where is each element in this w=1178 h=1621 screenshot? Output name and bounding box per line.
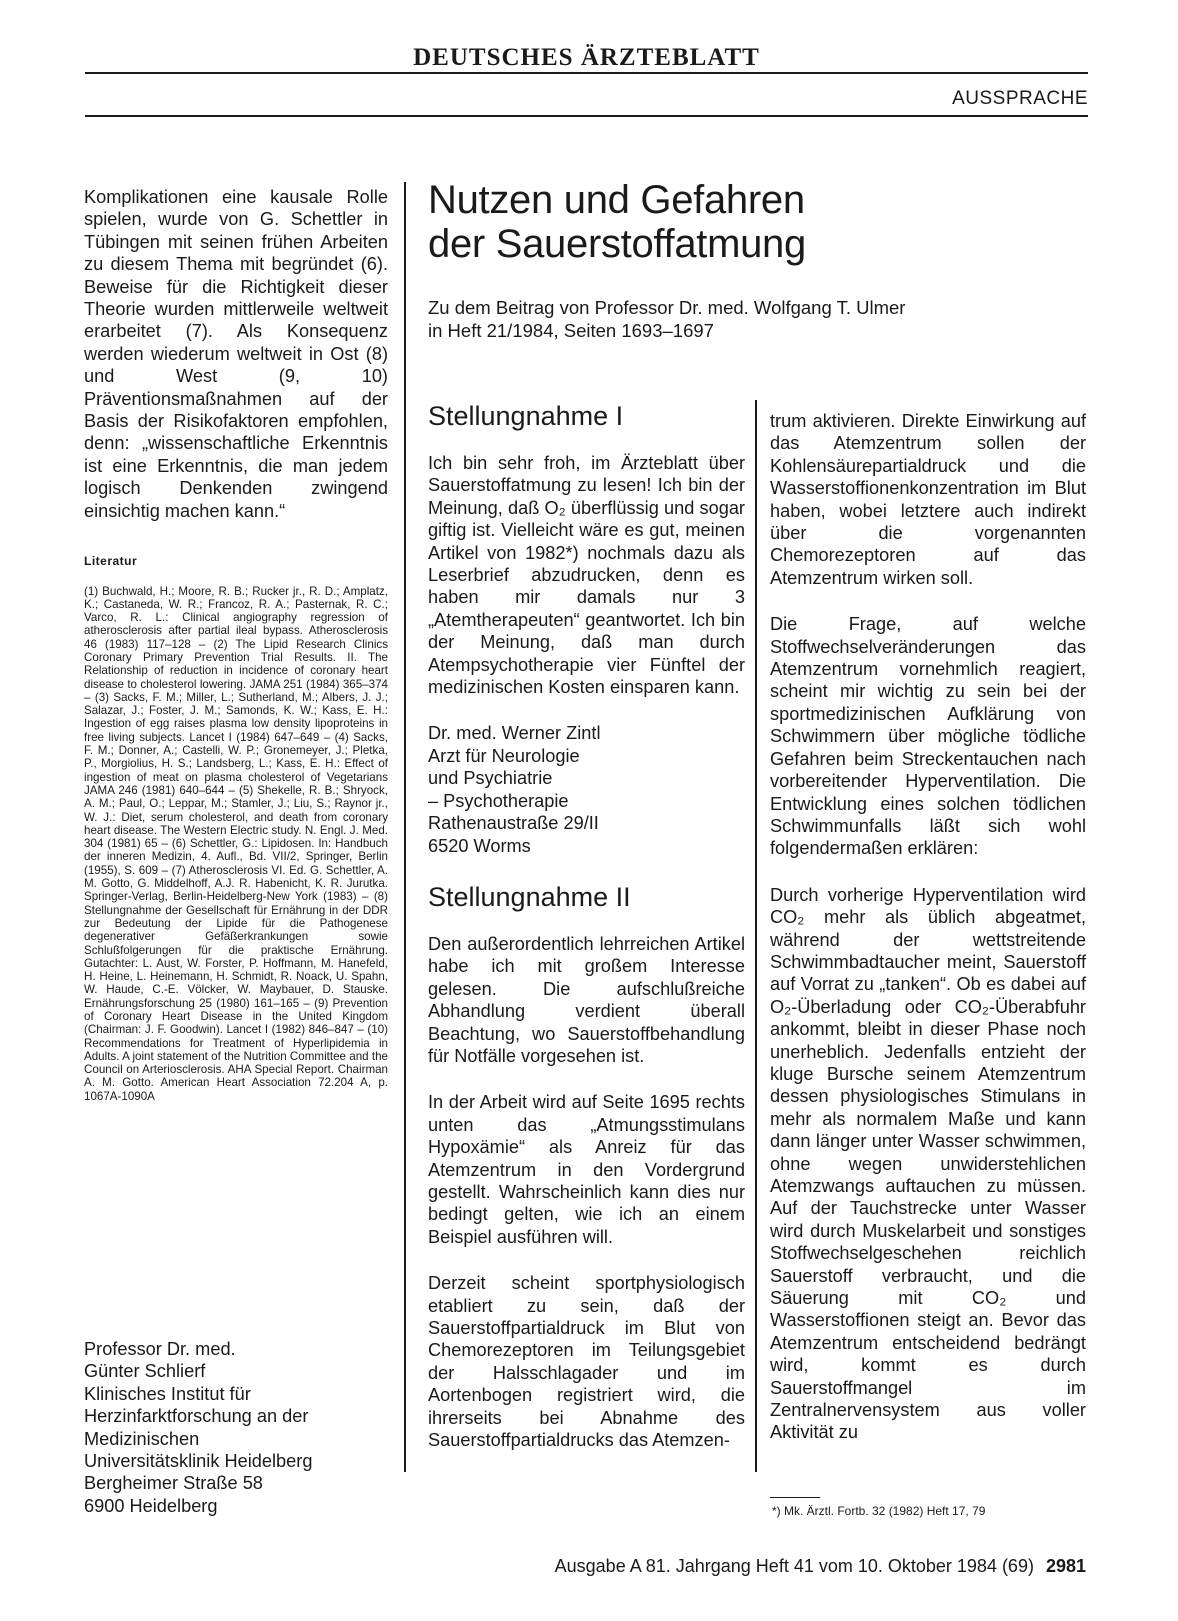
column-divider-left — [404, 182, 406, 1472]
statement-1-heading: Stellungnahme I — [428, 401, 624, 431]
header-bottom-rule — [85, 115, 1088, 117]
literature-heading: Literatur — [84, 554, 138, 569]
footnote: *) Mk. Ärztl. Fortb. 32 (1982) Heft 17, 79 — [772, 1504, 986, 1518]
page-footer — [555, 1556, 1086, 1577]
section-label: AUSSPRACHE — [952, 88, 1088, 109]
statement-2-paragraph-1: Den außerordentlich lehrreichen Artikel habe ich mit großem Interesse gelesen. Die aufschlußreiche Abhandlung verdient überall Beachtung, wo Sauerstoffbehandlung für Notfälle vorgesehen ist. — [428, 933, 745, 1066]
right-column-paragraph-3: Durch vorherige Hyperventilation wird CO₂ mehr als üblich abgeatmet, während der wettstreitende Schwimmbadtaucher meint, Sauerstoff auf Vorrat zu „tanken“. Ob es dabei auf O₂-Überladung oder CO₂-Überabfuhr ankommt, bleibt in dieser Phase noch unerheblich. Jedenfalls entzieht der kluge Bursche seinem Atemzentrum dessen physiologisches Stimulans in mehr als normalem Maße und kann dann länger unter Wasser schwimmen, ohne wegen unwiderstehlichen Atemzwangs auftauchen zu müssen. Auf der Tauchstrecke unter Wasser wird durch Muskelarbeit und sonstiges Stoffwechselgeschehen reichlich Sauerstoff verbraucht, und die Säuerung mit CO₂ und Wasserstoffionen steigt an. Bevor das Atemzentrum entscheidend bedrängt wird, kommt es durch Sauerstoffmangel im Zentralnervensystem aus voller Aktivität zu — [770, 884, 1086, 1443]
article-subtitle — [428, 296, 1048, 342]
page-number: 2981 — [1045, 1556, 1086, 1576]
statement-1-paragraph: Ich bin sehr froh, im Ärzteblatt über Sauerstoffatmung zu lesen! Ich bin der Meinung, daß O₂ überflüssig und sogar giftig ist. Vielleicht wäre es gut, meinen Artikel von 1982*) nochmals dazu als Leserbrief abzudrucken, denn es haben mir damals nur 3 „Atemtherapeuten“ geantwortet. Ich bin der Meinung, daß man durch Atempsychotherapie vier Fünftel der medizinischen Kosten einsparen kann. — [428, 453, 745, 698]
footnote-rule — [770, 1497, 820, 1498]
author-address: Professor Dr. med. Günter Schlierf Klinisches Institut für Herzinfarktforschung an der Medizinischen Universitätsklinik Heidelberg Bergheimer Straße 58 6900 Heidelberg — [84, 1339, 313, 1516]
left-column-paragraph: Komplikationen eine kausale Rolle spielen, wurde von G. Schettler in Tübingen mit seinen frühen Arbeiten zu diesem Thema mit begründet (6). Beweise für die Richtigkeit dieser Theorie wurden mittlerweile weltweit erarbeitet (7). Als Konsequenz werden wiederum weltweit in Ost (8) und West (9, 10) Präventionsmaßnahmen auf der Basis der Risikofaktoren empfohlen, denn: „wissenschaftliche Erkenntnis ist eine Erkenntnis, die man jedem logisch Denkenden zwingend einsichtig machen kann.“ — [84, 187, 388, 521]
masthead: DEUTSCHES ÄRZTEBLATT — [413, 44, 760, 71]
statement-2-heading: Stellungnahme II — [428, 881, 631, 912]
column-divider-right — [755, 400, 757, 1472]
right-column — [770, 410, 1086, 1468]
article-subtitle-line-1: Zu dem Beitrag von Professor Dr. med. Wolfgang T. Ulmer — [428, 297, 906, 318]
right-column-paragraph-1: trum aktivieren. Direkte Einwirkung auf das Atemzentrum sollen der Kohlensäurepartialdruck und die Wasserstoffionenkonzentration im Blut haben, wobei letztere auch indirekt über die vorgenannten Chemorezeptoren auf das Atemzentrum wirken soll. — [770, 411, 1086, 588]
left-column — [84, 186, 388, 1103]
article-title: Nutzen und Gefahren der Sauerstoffatmung — [428, 178, 806, 266]
statement-2-paragraph-3: Derzeit scheint sportphysiologisch etabliert zu sein, daß der Sauerstoffpartialdruck im Blut von Chemorezeptoren im Teilungsgebiet der Halsschlagader und im Aortenbogen registriert wird, die ihrerseits bei Abnahme des Sauerstoffpartialdrucks das Atemzen- — [428, 1273, 745, 1451]
issue-info: Ausgabe A 81. Jahrgang Heft 41 vom 10. Oktober 1984 (69) — [554, 1556, 1034, 1576]
middle-column — [428, 400, 745, 1475]
statement-1-signature: Dr. med. Werner Zintl Arzt für Neurologie und Psychiatrie – Psychotherapie Rathenaustraße 29/II 6520 Worms — [428, 723, 601, 856]
article-subtitle-line-2: in Heft 21/1984, Seiten 1693–1697 — [428, 320, 714, 341]
reference-list: (1) Buchwald, H.; Moore, R. B.; Rucker jr., R. D.; Amplatz, K.; Castaneda, W. R.; Francoz, R. A.; Pasternak, R. C.; Varco, R. L.: Clinical angiography regression of atherosclerosis after partial ileal bypass. Atherosclerosis 46 (1983) 117–128 – (2) The Lipid Research Clinics Coronary Primary Prevention Trial Results. II. The Relationship of reduction in incidence of coronary heart disease to cholesterol lowering. JAMA 251 (1984) 365–374 – (3) Sacks, F. M.; Miller, L.; Sutherland, M.; Albers, J. J.; Salazar, J.; Foster, J. M.; Samonds, K. W.; Kass, E. H.: Ingestion of egg raises plasma low density lipoproteins in free living subjects. Lancet I (1984) 647–649 – (4) Sacks, F. M.; Donner, A.; Castelli, W. P.; Gronemeyer, J.; Pletka, P., Morgiolius, H. S.; Landsberg, L.; Kass, E. H.: Effect of ingestion of meat on plasma cholesterol of Vegetarians JAMA 246 (1981) 640–644 – (5) Shekelle, R. B.; Shryock, A. M.; Paul, O.; Leppar, M.; Stamler, J.; Liu, S.; Raynor jr., W. J.: Diet, serum cholesterol, and death from coronary heart disease. The Western Electric study. N. Engl. J. Med. 304 (1981) 65 – (6) Schettler, G.: Lipidosen. In: Handbuch der inneren Medizin, 4. Aufl., Bd. VII/2, Springer, Berlin (1955), S. 609 – (7) Atherosclerosis VI. Ed. G. Schettler, A. M. Gotto, G. Middelhoff, A.J. R. Habenicht, K. R. Jurutka. Springer-Verlag, Berlin-Heidelberg-New York (1983) – (8) Stellungnahme der Gesellschaft für Ernährung in der DDR zur Bedeutung der Lipide für die Pathogenese degenerativer Gefäßerkrankungen sowie Schlußfolgerungen für die praktische Ernährung. Gutachter: L. Aust, W. Forster, P. Hoffmann, M. Hanefeld, H. Heine, L. Heinemann, H. Schmidt, R. Noack, U. Spahn, W. Haude, C.-E. Völcker, W. Maybauer, D. Stauske. Ernährungsforschung 25 (1980) 161–165 – (9) Prevention of Coronary Heart Disease in the United Kingdom (Chairman: J. F. Goodwin). Lancet I (1982) 846–847 – (10) Recommendations for Treatment of Hyperlipidemia in Adults. A joint statement of the Nutrition Committee and the Council on Arteriosclerosis. AHA Special Report. Chairman A. M. Gotto. American Heart Association 72.204 A, p. 1067A-1090A — [84, 584, 388, 1103]
header-top-rule — [85, 72, 1088, 74]
right-column-paragraph-2: Die Frage, auf welche Stoffwechselveränderungen das Atemzentrum vornehmlich reagiert, scheint mir wichtig zu sein bei der sportmedizinischen Aufklärung von Schwimmern über mögliche tödliche Gefahren beim Streckentauchen nach vorbereitender Hyperventilation. Die Entwicklung eines solchen tödlichen Schwimmunfalls läßt sich wohl folgendermaßen erklären: — [770, 614, 1086, 859]
statement-2-paragraph-2: In der Arbeit wird auf Seite 1695 rechts unten das „Atmungsstimulans Hypoxämie“ als Anreiz für das Atemzentrum in den Vordergrund gestellt. Wahrscheinlich kann dies nur bedingt gelten, wie ich an einem Beispiel ausführen will. — [428, 1092, 745, 1247]
